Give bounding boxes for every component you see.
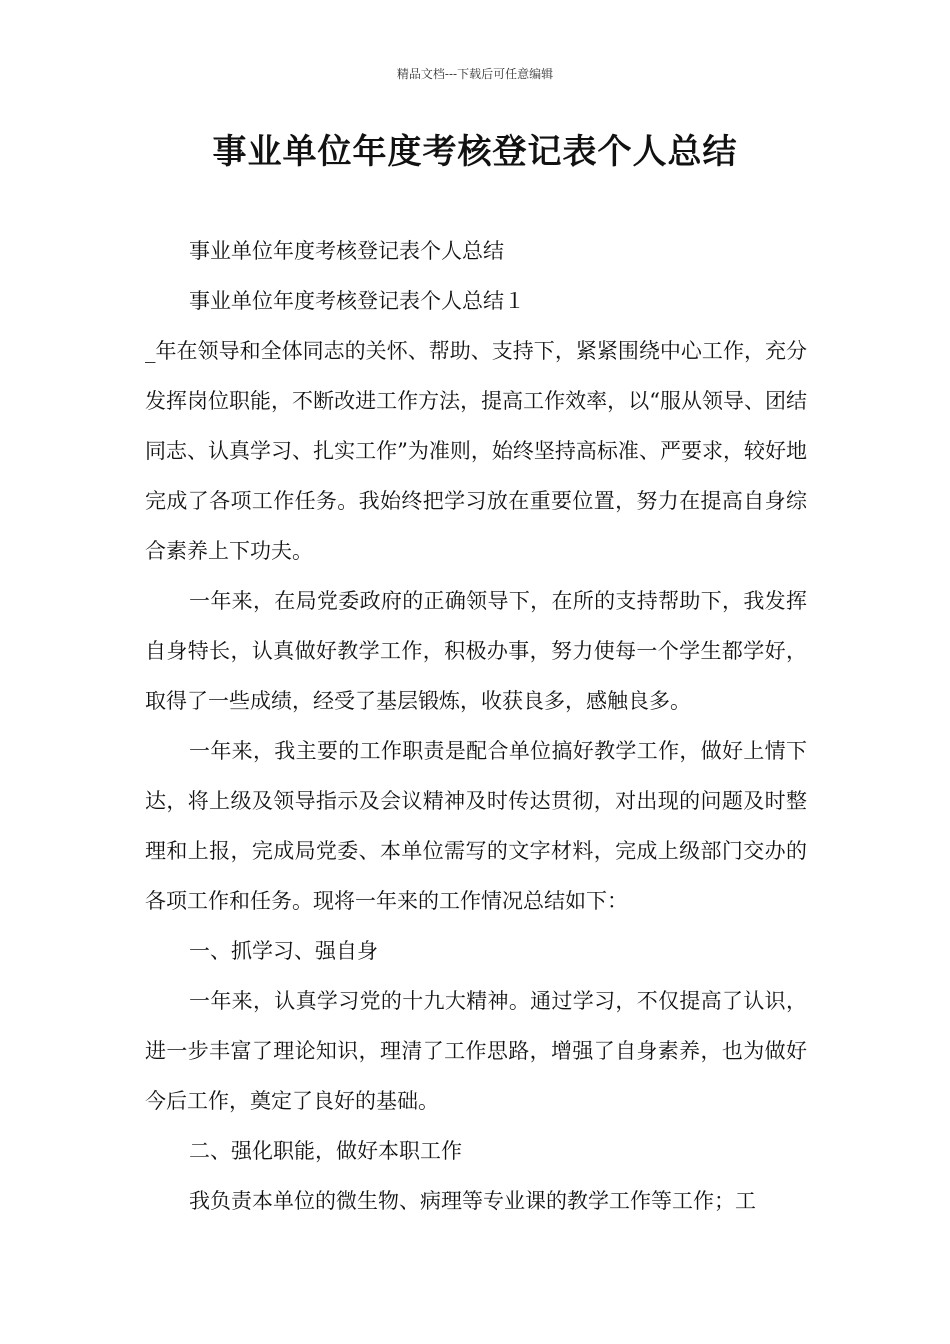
paragraph: 一年来，认真学习党的十九大精神。通过学习，不仅提高了认识，进一步丰富了理论知识，理清了工作思路，增强了自身素养，也为做好今后工作，奠定了良好的基础。 — [145, 989, 807, 1113]
paragraph: 一年来，在局党委政府的正确领导下，在所的支持帮助下，我发挥自身特长，认真做好教学工作，积极办事，努力使每一个学生都学好，取得了一些成绩，经受了基层锻炼，收获良多，感触良多。 — [145, 589, 807, 713]
document-body — [145, 226, 807, 1226]
paragraph: 事业单位年度考核登记表个人总结 — [189, 239, 504, 263]
paragraph: 我负责本单位的微生物、病理等专业课的教学工作等工作；工 — [189, 1189, 756, 1213]
document-title: 事业单位年度考核登记表个人总结 — [212, 132, 738, 172]
paragraph: 一年来，我主要的工作职责是配合单位搞好教学工作，做好上情下达，将上级及领导指示及会议精神及时传达贯彻，对出现的问题及时整理和上报，完成局党委、本单位需写的文字材料，完成上级部门交办的各项工作和任务。现将一年来的工作情况总结如下： — [145, 739, 807, 913]
header-note: 精品文档---下载后可任意编辑 — [396, 67, 554, 81]
paragraph: 事业单位年度考核登记表个人总结１ — [189, 289, 525, 313]
section-heading: 一、抓学习、强自身 — [189, 939, 378, 963]
section-heading: 二、强化职能，做好本职工作 — [189, 1139, 462, 1163]
paragraph: _年在领导和全体同志的关怀、帮助、支持下，紧紧围绕中心工作，充分发挥岗位职能，不断改进工作方法，提高工作效率，以“服从领导、团结同志、认真学习、扎实工作”为准则，始终坚持高标准、严要求，较好地完成了各项工作任务。我始终把学习放在重要位置，努力在提高自身综合素养上下功夫。 — [145, 339, 807, 563]
